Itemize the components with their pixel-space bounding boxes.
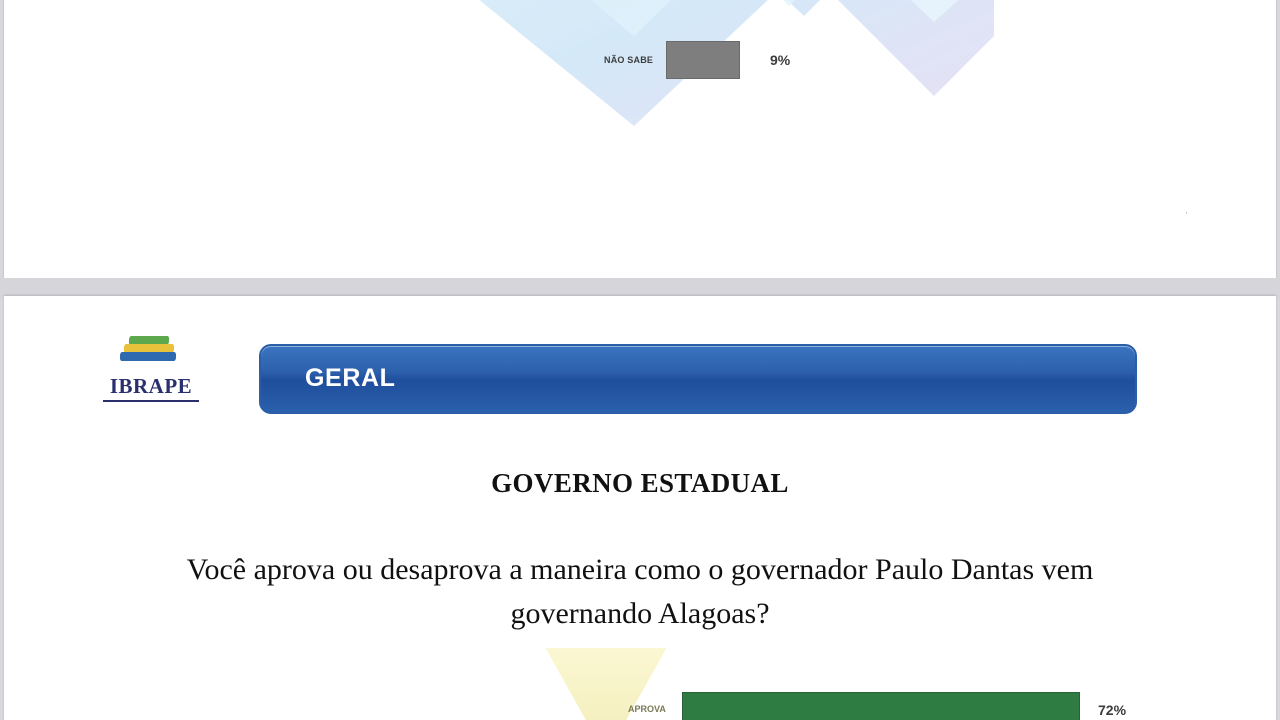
section-banner <box>259 344 1137 414</box>
ibrape-stacked-layers-icon <box>120 336 182 372</box>
survey-question: Você aprova ou desaprova a maneira como o governador Paulo Dantas vem governando Alagoas? <box>186 553 1094 631</box>
bar-nao-sabe <box>666 41 740 79</box>
bar-value-label: 9% <box>770 52 791 68</box>
logo-text: IBRAPE <box>109 374 193 398</box>
chart-row-nao-sabe <box>604 40 790 80</box>
slide-previous <box>4 0 1276 278</box>
decorative-arrow-graphic <box>334 0 1014 176</box>
bar-category-label-aprova: APROVA <box>628 704 666 714</box>
bar-category-label: NÃO SABE <box>604 55 654 65</box>
bar-aprova <box>682 692 1080 720</box>
ibrape-logo <box>96 336 206 402</box>
page-title: GOVERNO ESTADUAL <box>491 468 789 498</box>
section-banner-label: GERAL <box>305 364 396 392</box>
corner-mark: · <box>1185 208 1188 218</box>
bar-value-label-aprova: 72% <box>1098 702 1127 718</box>
logo-underline <box>103 400 199 402</box>
